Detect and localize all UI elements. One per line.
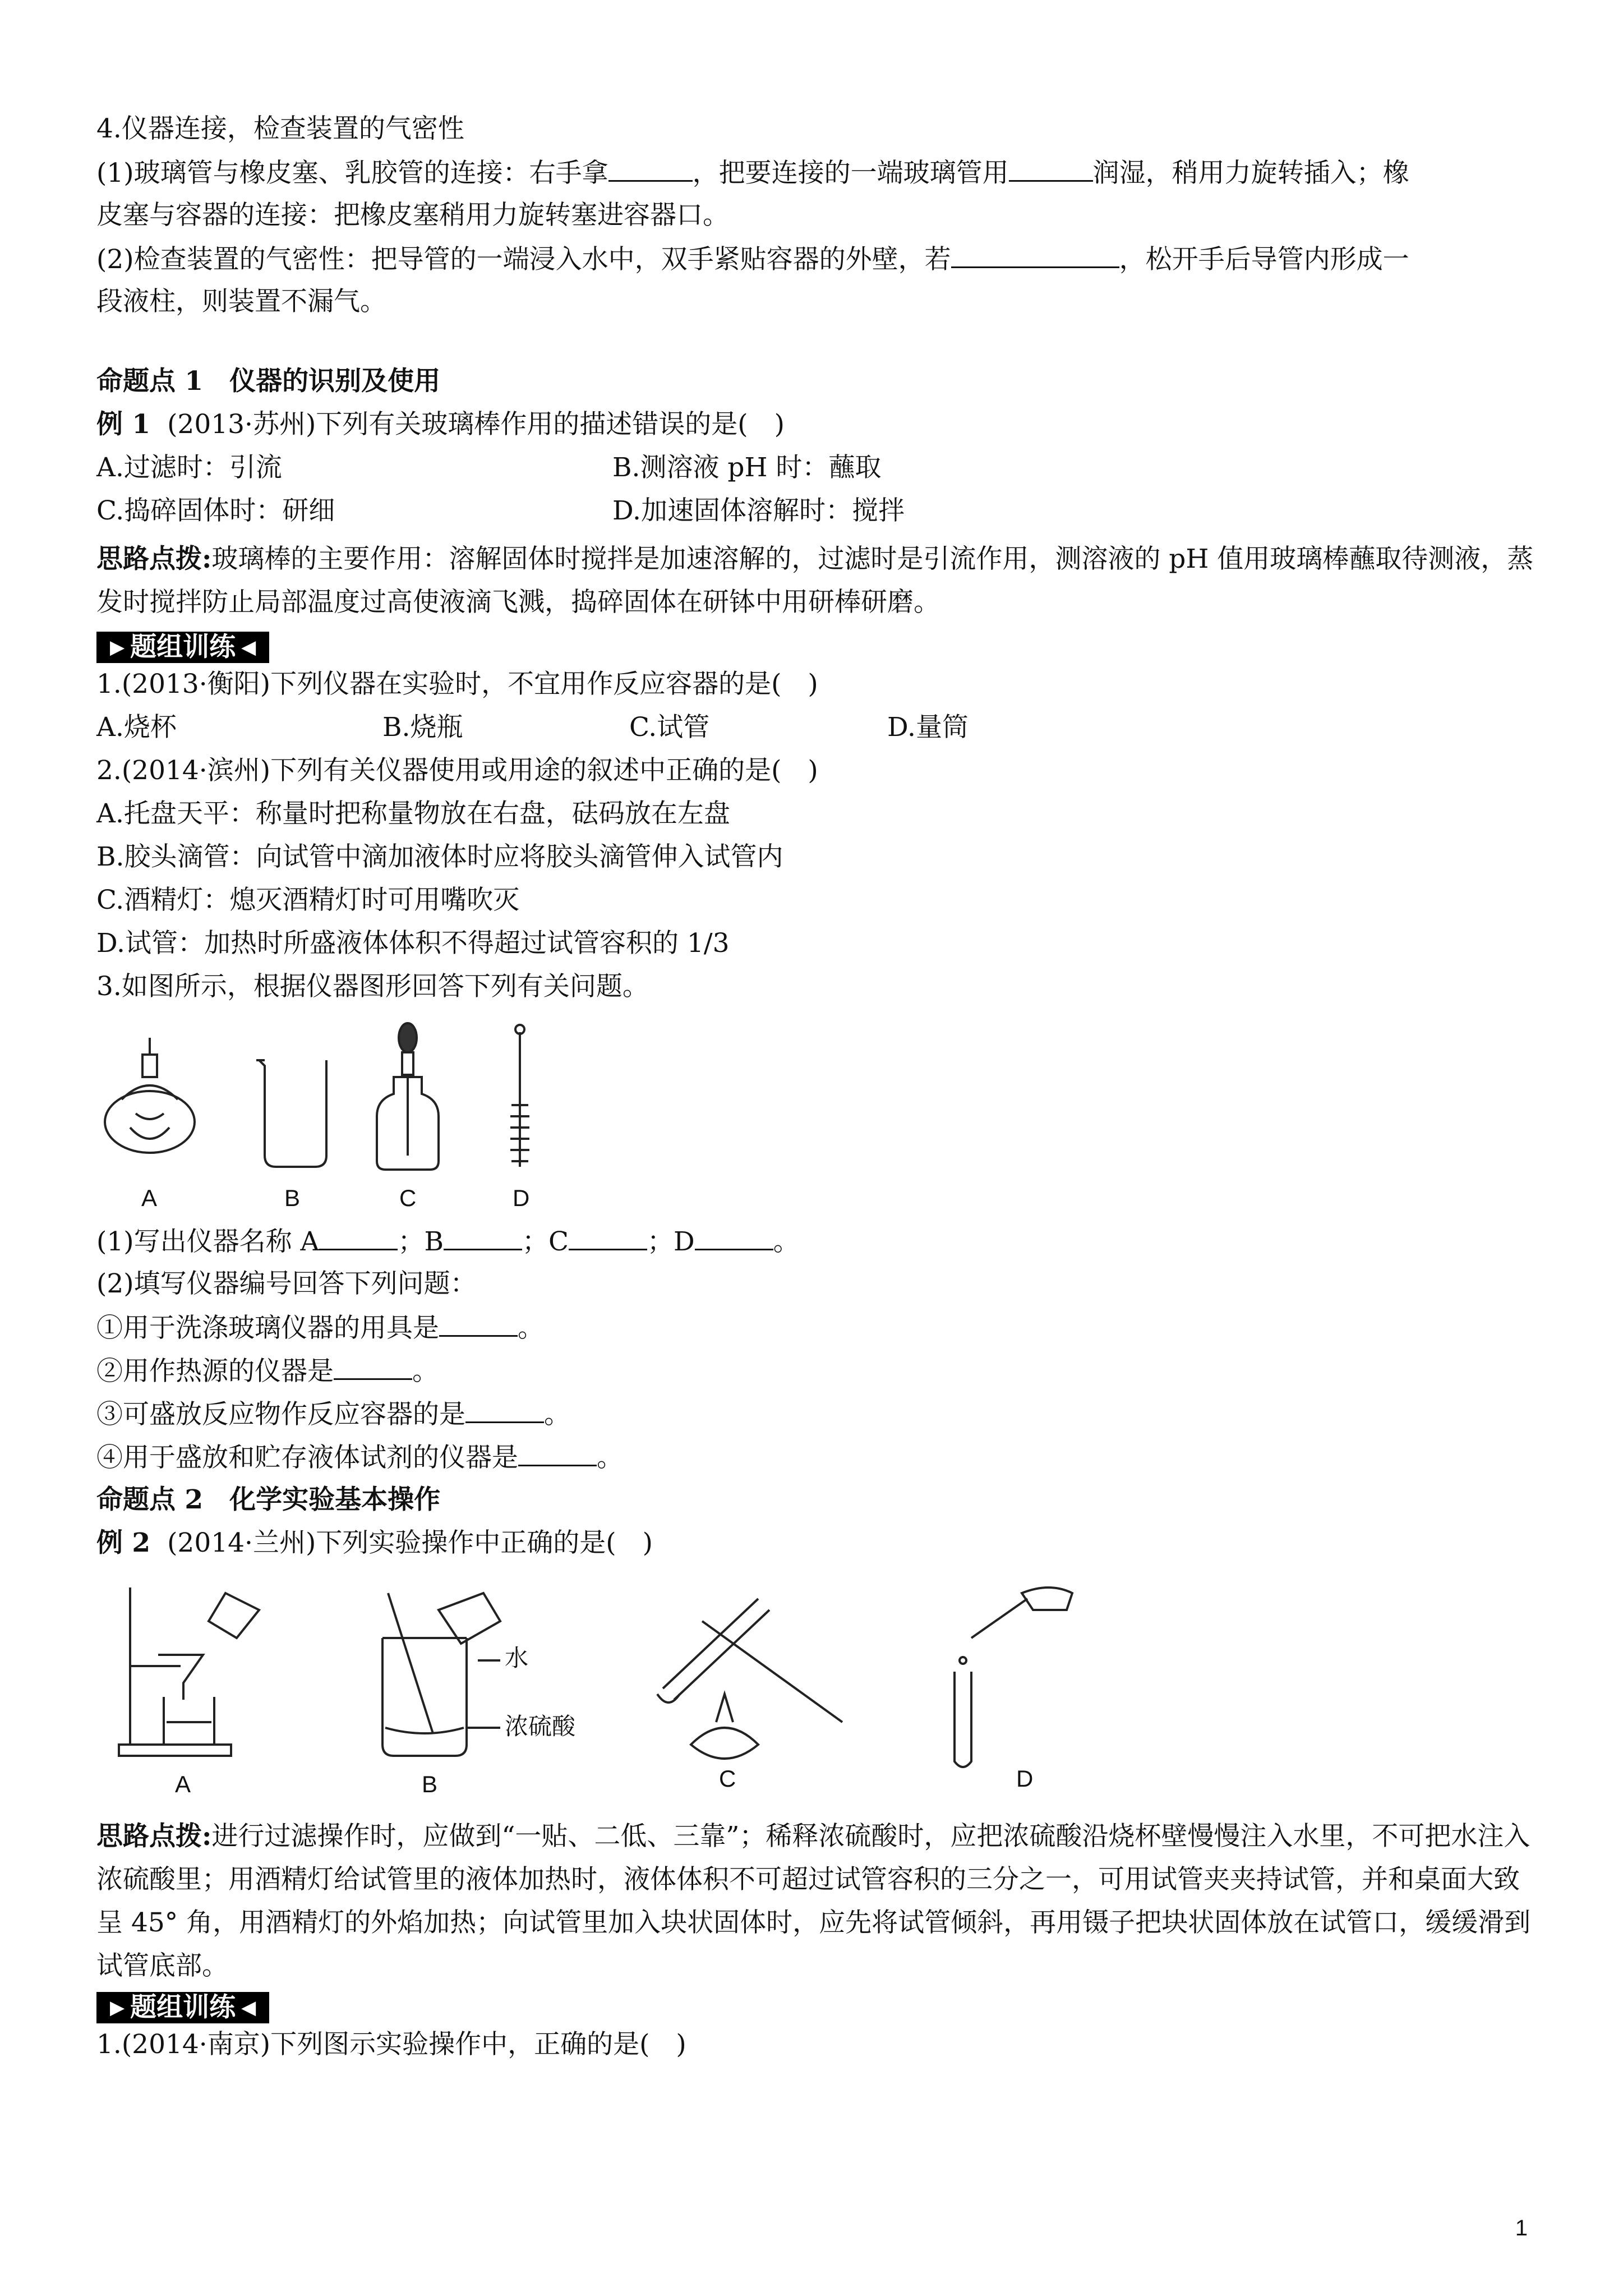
- text-run: ；B: [398, 1226, 444, 1257]
- option-b: B.烧瓶: [382, 712, 463, 743]
- question-2-option-d: D.试管：加热时所盛液体体积不得超过试管容积的 1/3: [96, 928, 730, 959]
- question-2-option-c: C.酒精灯：熄灭酒精灯时可用嘴吹灭: [96, 885, 520, 915]
- question-2: 2.(2014·滨州)下列有关仪器使用或用途的叙述中正确的是( ): [96, 755, 818, 786]
- example-text: (2014·兰州)下列实验操作中正确的是( ): [167, 1527, 653, 1558]
- text-run: ，松开手后导管内形成一: [1119, 244, 1409, 275]
- page-number: 1: [1515, 2216, 1528, 2240]
- text-run: (1)写出仪器名称 A: [96, 1226, 320, 1257]
- option-a: A.过滤时：引流: [96, 452, 282, 483]
- blank: [608, 155, 693, 182]
- text-run: 。: [544, 1399, 570, 1430]
- text-run: (1)玻璃管与橡皮塞、乳胶管的连接：右手拿: [96, 158, 608, 188]
- tag-label: 题组训练: [130, 632, 236, 662]
- point1-heading: 命题点 1 仪器的识别及使用: [96, 366, 441, 397]
- example1: [96, 408, 1539, 441]
- heating-test-tube-icon: [657, 1599, 842, 1759]
- option-a: A.烧杯: [96, 712, 177, 743]
- blank: [334, 1354, 412, 1380]
- option-b: B.测溶液 pH 时：蘸取: [612, 452, 882, 483]
- dropper-bottle-icon: [377, 1023, 439, 1170]
- hint2: [96, 1815, 1539, 1987]
- option-d: D.加速固体溶解时：搅拌: [612, 495, 905, 526]
- hint-label: 思路点拨:: [96, 1821, 212, 1852]
- test-tube-brush-icon: [510, 1025, 529, 1167]
- blank: [439, 1310, 518, 1337]
- question-3-item-2: [96, 1354, 1539, 1388]
- question-3-item-1: [96, 1310, 1539, 1345]
- tag-label: 题组训练: [130, 1992, 236, 2023]
- acid-label: 浓硫酸: [505, 1713, 576, 1740]
- blank: [1009, 155, 1093, 182]
- example-label: 例 2: [96, 1527, 151, 1558]
- text-run: 。: [412, 1356, 439, 1387]
- question-3-item-4: [96, 1440, 1539, 1475]
- blank: [319, 1224, 398, 1250]
- paragraph-2-line-2: 段液柱，则装置不漏气。: [96, 286, 386, 317]
- fig-label-c: C: [399, 1185, 417, 1211]
- text-run: ③可盛放反应物作反应容器的是: [96, 1399, 465, 1430]
- paragraph-1-line-2: 皮塞与容器的连接：把橡皮塞稍用力旋转塞进容器口。: [96, 200, 729, 231]
- example-text: (2013·苏州)下列有关玻璃棒作用的描述错误的是( ): [167, 409, 785, 440]
- blank: [465, 1397, 544, 1423]
- text-run: ①用于洗涤玻璃仪器的用具是: [96, 1313, 439, 1343]
- dilution-apparatus-icon: [382, 1593, 500, 1756]
- text-run: ；C: [522, 1226, 569, 1257]
- practice-tag-2: [96, 1989, 1539, 2023]
- paragraph-1-line-1: [96, 155, 1539, 190]
- blank: [951, 242, 1119, 268]
- fig-label-a: A: [175, 1771, 191, 1797]
- blank: [695, 1224, 773, 1250]
- instruments-figure: [96, 1015, 601, 1217]
- example2: [96, 1526, 1539, 1560]
- hint-text: 玻璃棒的主要作用：溶解固体时搅拌是加速溶解的，过滤时是引流作用，测溶液的 pH 值用玻璃棒蘸取待测液，蒸发时搅拌防止局部温度过高使液滴飞溅，捣碎固体在研钵中用研棒研磨。: [96, 544, 1534, 618]
- point2-heading: 命题点 2 化学实验基本操作: [96, 1484, 441, 1515]
- fig-label-b: B: [284, 1185, 301, 1211]
- text-run: 。: [773, 1226, 800, 1257]
- beaker-icon: [256, 1060, 326, 1167]
- fig-label-c: C: [719, 1765, 736, 1792]
- hint-text: 进行过滤操作时，应做到“一贴、二低、三靠”；稀释浓硫酸时，应把浓硫酸沿烧杯壁慢慢注入水里，不可把水注入浓硫酸里；用酒精灯给试管里的液体加热时，液体体积不可超过试管容积的三分之一，可用试管夹夹持试管，并和桌面大致呈 45° 角，用酒精灯的外焰加热；向试管里加入块状固体时，应先将试管倾斜，再用镊子把块状固体放在试管口，缓缓滑到试管底部。: [96, 1821, 1531, 1981]
- question-3-sub-2: (2)填写仪器编号回答下列问题：: [96, 1268, 477, 1299]
- water-label: 水: [505, 1645, 529, 1671]
- blank: [518, 1440, 597, 1466]
- question-1: 1.(2013·衡阳)下列仪器在实验时，不宜用作反应容器的是( ): [96, 669, 818, 700]
- text-run: 。: [597, 1442, 623, 1473]
- fig-label-d: D: [1016, 1765, 1034, 1792]
- question-2-option-b: B.胶头滴管：向试管中滴加液体时应将胶头滴管伸入试管内: [96, 841, 783, 872]
- fig-label-b: B: [422, 1771, 438, 1797]
- dropping-liquid-icon: [955, 1588, 1072, 1767]
- practice-tag-1: [96, 628, 1539, 663]
- question-3: 3.如图所示，根据仪器图形回答下列有关问题。: [96, 971, 649, 1002]
- triangle-left-icon: ◀: [241, 636, 256, 659]
- question-2-option-a: A.托盘天平：称量时把称量物放在右盘，砝码放在左盘: [96, 798, 730, 829]
- blank: [444, 1224, 522, 1250]
- question-3-item-3: [96, 1397, 1539, 1432]
- hint1: [96, 537, 1539, 624]
- example-label: 例 1: [96, 409, 151, 440]
- option-d: D.量筒: [887, 712, 969, 743]
- option-c: C.捣碎固体时：研细: [96, 495, 335, 526]
- text-run: ②用作热源的仪器是: [96, 1356, 334, 1387]
- operations-figure: [96, 1576, 1106, 1801]
- fig-label-d: D: [513, 1185, 530, 1211]
- alcohol-lamp-icon: [105, 1038, 195, 1153]
- triangle-right-icon: ▶: [110, 1996, 125, 2019]
- text-run: 。: [518, 1313, 544, 1343]
- section-title: 4.仪器连接，检查装置的气密性: [96, 113, 464, 144]
- text-run: (2)检查装置的气密性：把导管的一端浸入水中，双手紧贴容器的外壁，若: [96, 244, 951, 275]
- option-c: C.试管: [629, 712, 710, 743]
- paragraph-2-line-1: [96, 242, 1539, 277]
- triangle-right-icon: ▶: [110, 636, 125, 659]
- blank: [569, 1224, 647, 1250]
- fig-label-a: A: [141, 1185, 158, 1211]
- text-run: ④用于盛放和贮存液体试剂的仪器是: [96, 1442, 518, 1473]
- question-3-sub-1: [96, 1224, 1539, 1259]
- text-run: 润湿，稍用力旋转插入；橡: [1092, 158, 1409, 188]
- text-run: ，把要连接的一端玻璃管用: [692, 158, 1009, 188]
- filtration-apparatus-icon: [119, 1588, 259, 1756]
- text-run: ；D: [647, 1226, 695, 1257]
- hint-label: 思路点拨:: [96, 544, 212, 574]
- question-2-1: 1.(2014·南京)下列图示实验操作中，正确的是( ): [96, 2029, 686, 2060]
- triangle-left-icon: ◀: [241, 1996, 256, 2019]
